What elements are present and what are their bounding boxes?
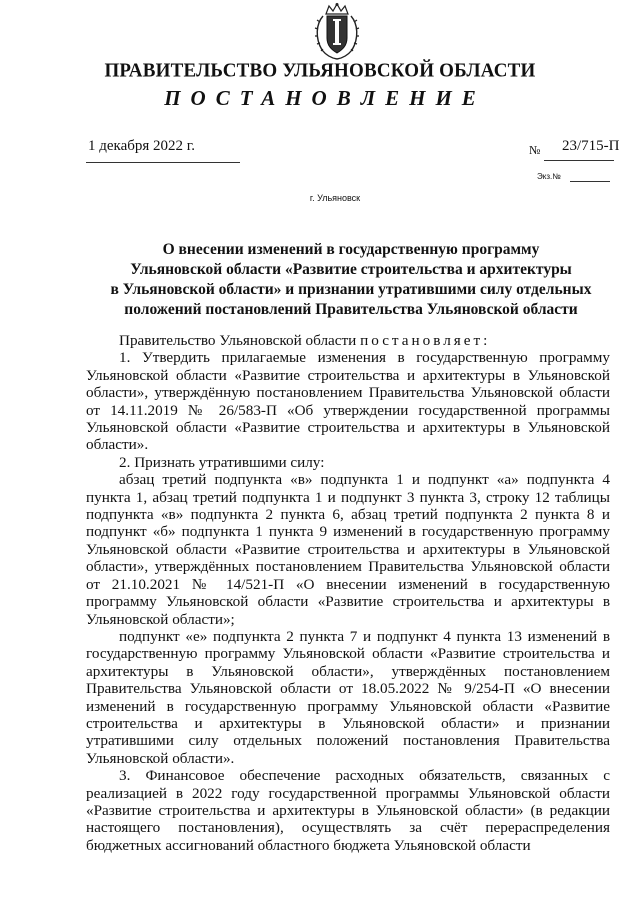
paragraph-1: 1. Утвердить прилагаемые изменения в государственную программу Ульяновской области «Развитие строительства и архитектуры в Ульяновской области», утверждённую постановлением Правительства Ульяновской области от 14.11.2019 № 26/583-П «Об утверждении государственной программы Ульяновской области «Развитие строительства и архитектуры в Ульяновской области».: [86, 349, 610, 454]
city: г. Ульяновск: [309, 193, 361, 203]
copy-number-underline: [570, 181, 610, 182]
title-line: в Ульяновской области» и признании утратившими силу отдельных: [110, 281, 592, 298]
paragraph-2-item-1: абзац третий подпункта «в» подпункта 1 и подпункт «а» подпункта 4 пункта 1, абзац третий подпункта 1 и подпункт 3 пункта 3, строку 12 таблицы подпункта «в» подпункта 2 пункта 6, абзац третий подпункта 2 пункта 8 и подпункт «б» подпункта 1 пункта 9 изменений в государственную программу Ульяновской области «Развитие строительства и архитектуры в Ульяновской области», утверждённых постановлением Правительства Ульяновской области от 21.10.2021 № 14/521-П «О внесении изменений в государственную программу Ульяновской области «Развитие строительства и архитектуры в Ульяновской области»;: [86, 471, 610, 628]
preamble-verb: постановляет:: [360, 332, 491, 349]
number-underline: [544, 160, 614, 161]
paragraph-2-item-2: подпункт «е» подпункта 2 пункта 7 и подпункт 4 пункта 13 изменений в государственную программу Ульяновской области «Развитие строительства и архитектуры в Ульяновской области», утверждённых постановлением Правительства Ульяновской области от 18.05.2022 № 9/254-П «О внесении изменений в государственную программу Ульяновской области «Развитие строительства и архитектуры в Ульяновской области» и признании утратившими силу отдельных положений постановления Правительства Ульяновской области».: [86, 627, 610, 767]
document-type: ПОСТАНОВЛЕНИЕ: [164, 86, 486, 110]
title-line: Ульяновской области «Развитие строительства и архитектуры: [130, 261, 572, 278]
preamble-prefix: Правительство Ульяновской области: [119, 332, 361, 349]
number-label: №: [529, 143, 541, 157]
document-body: [86, 332, 610, 854]
document-number: 23/715-П: [562, 138, 620, 154]
title-line: О внесении изменений в государственную программу: [162, 241, 540, 258]
preamble: [86, 332, 610, 349]
coat-of-arms-icon: [312, 2, 362, 62]
title-line: положений постановлений Правительства Ульяновской области: [124, 301, 578, 318]
date-underline: [86, 162, 240, 163]
paragraph-3: 3. Финансовое обеспечение расходных обязательств, связанных с реализацией в 2022 году государственной программы Ульяновской области «Развитие строительства и архитектуры в Ульяновской области» (в редакции настоящего постановления), осуществлять за счёт перераспределения бюджетных ассигнований областного бюджета Ульяновской области: [86, 767, 610, 854]
document-date: 1 декабря 2022 г.: [88, 138, 195, 154]
document-title: [86, 240, 616, 320]
organization-name: ПРАВИТЕЛЬСТВО УЛЬЯНОВСКОЙ ОБЛАСТИ: [104, 59, 536, 82]
paragraph-2: 2. Признать утратившими силу:: [119, 453, 325, 471]
copy-number-label: Экз.№: [537, 172, 561, 181]
